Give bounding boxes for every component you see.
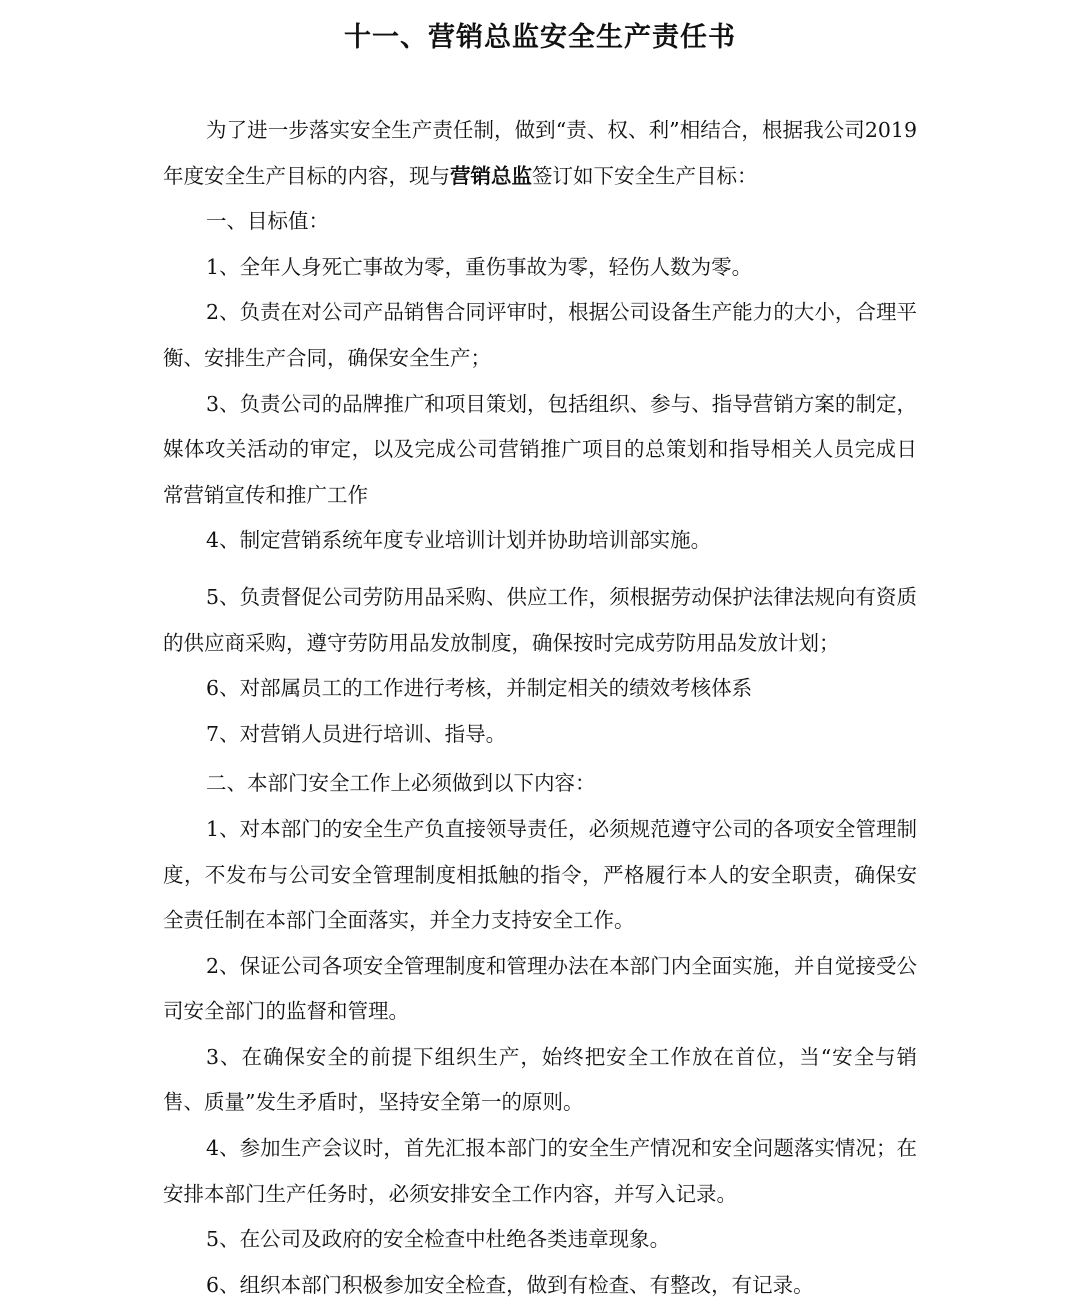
section1-item-6: 6、对部属员工的工作进行考核，并制定相关的绩效考核体系 [206, 676, 753, 701]
intro-paragraph [163, 108, 917, 199]
section2-item-3: 3、在确保安全的前提下组织生产，始终把安全工作放在首位，当“安全与销售、质量”发生矛盾时，坚持安全第一的原则。 [163, 1044, 917, 1115]
section1-item-2: 2、负责在对公司产品销售合同评审时，根据公司设备生产能力的大小，合理平衡、安排生产合同，确保安全生产； [163, 300, 917, 370]
intro-highlight-role: 营销总监 [450, 163, 532, 188]
intro-text-part2: 签订如下安全生产目标： [532, 163, 758, 188]
section2-item-5: 5、在公司及政府的安全检查中杜绝各类违章现象。 [206, 1227, 671, 1252]
section1-item-5: 5、负责督促公司劳防用品采购、供应工作，须根据劳动保护法律法规向有资质的供应商采购，遵守劳防用品发放制度，确保按时完成劳防用品发放计划； [163, 584, 917, 655]
section1-item-3: 3、负责公司的品牌推广和项目策划，包括组织、参与、指导营销方案的制定，媒体攻关活动的审定，以及完成公司营销推广项目的总策划和指导相关人员完成日常营销宣传和推广工作 [163, 391, 917, 507]
section1-item-4: 4、制定营销系统年度专业培训计划并协助培训部实施。 [206, 528, 712, 553]
section1-item-1: 1、全年人身死亡事故为零，重伤事故为零，轻伤人数为零。 [206, 254, 753, 279]
intro-text-part1: 为了进一步落实安全生产责任制，做到“责、权、利”相结合，根据我公司2019年度安全生产目标的内容，现与 [163, 118, 917, 188]
document-title: 十一、营销总监安全生产责任书 [344, 22, 736, 53]
section2-item-1: 1、对本部门的安全生产负直接领导责任，必须规范遵守公司的各项安全管理制度，不发布与公司安全管理制度相抵触的指令，严格履行本人的安全职责，确保安全责任制在本部门全面落实，并全力支持安全工作。 [163, 816, 917, 933]
section2-heading: 二、本部门安全工作上必须做到以下内容： [206, 771, 596, 796]
section2-item-2: 2、保证公司各项安全管理制度和管理办法在本部门内全面实施，并自觉接受公司安全部门的监督和管理。 [163, 953, 917, 1024]
section2-item-4: 4、参加生产会议时，首先汇报本部门的安全生产情况和安全问题落实情况；在安排本部门生产任务时，必须安排安全工作内容，并写入记录。 [163, 1136, 917, 1206]
section1-item-7: 7、对营销人员进行培训、指导。 [206, 721, 507, 746]
section1-heading: 一、目标值： [206, 209, 330, 234]
document-body [163, 108, 917, 1308]
section2-item-6: 6、组织本部门积极参加安全检查，做到有检查、有整改，有记录。 [206, 1272, 814, 1297]
